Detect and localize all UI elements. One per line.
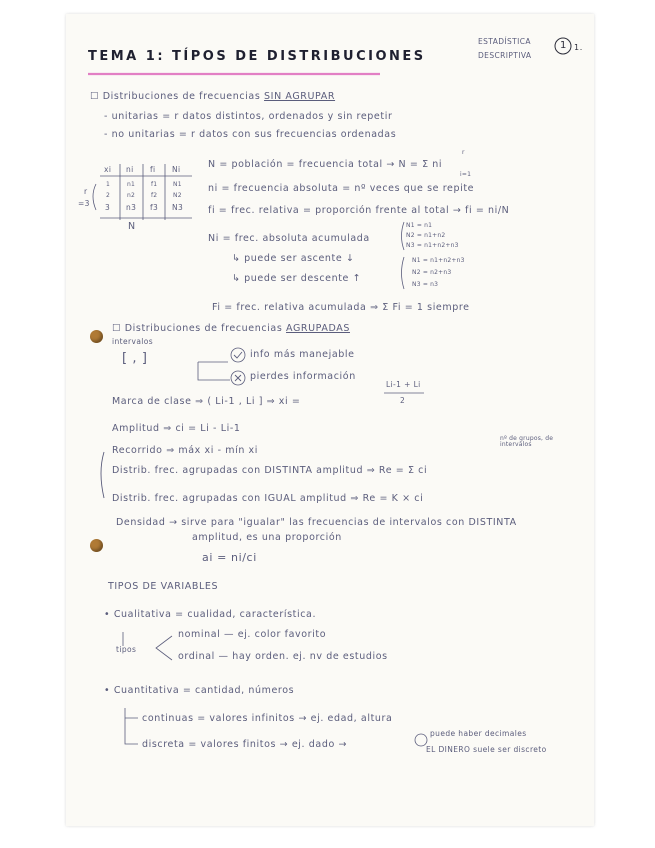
def-Ni: Ni = frec. absoluta acumulada xyxy=(208,233,370,244)
binder-hole-bottom xyxy=(90,539,103,552)
ordinal: ordinal — hay orden. ej. nv de estudios xyxy=(178,651,388,662)
nominal: nominal — ej. color favorito xyxy=(178,629,327,640)
grouped-con: pierdes información xyxy=(250,371,356,382)
cuantitativa-bracket xyxy=(125,708,138,744)
continuas: continuas = valores infinitos → ej. edad, altura xyxy=(142,713,393,724)
pro-con-connector xyxy=(198,362,230,380)
marca-de-clase: Marca de clase ⇒ ( Li-1 , Li ] ⇒ xi = xyxy=(112,396,301,407)
table-row-2-fi: f2 xyxy=(151,192,158,199)
def-ni: ni = frecuencia absoluta = nº veces que se repite xyxy=(208,183,475,194)
table-row-3-xi: 3 xyxy=(105,203,111,212)
subject-line-2: DESCRIPTIVA xyxy=(478,51,532,60)
densidad-line-1: Densidad → sirve para "igualar" las frecuencias de intervalos con DISTINTA xyxy=(116,517,517,528)
asc-stack-1: N1 = n1 xyxy=(406,222,433,229)
page-number: 1 xyxy=(560,40,567,51)
table-brace xyxy=(93,184,96,210)
tipos-bracket xyxy=(156,636,172,660)
sum-limit-top: r xyxy=(462,149,465,156)
table-header-fi: fi xyxy=(150,165,156,174)
binder-hole-top xyxy=(90,330,103,343)
table-side-label: r xyxy=(84,187,88,196)
section-2-heading: ☐ Distribuciones de frecuencias AGRUPADAS xyxy=(112,323,350,334)
check-circle-icon xyxy=(231,348,245,362)
table-header-ni: ni xyxy=(126,165,134,174)
table-header-xi: xi xyxy=(104,165,112,174)
interval-notation: [ , ] xyxy=(122,351,148,366)
def-N: N = población = frecuencia total → N = Σ ni xyxy=(208,159,443,170)
sum-limit-bottom: i=1 xyxy=(460,171,472,178)
desc-brace xyxy=(402,257,405,289)
igual-amplitud: Distrib. frec. agrupadas con IGUAL amplitud ⇒ Re = K × ci xyxy=(112,493,424,504)
range-brace xyxy=(101,452,104,498)
table-header-Ni: Ni xyxy=(172,165,181,174)
section-1-heading: ☐ Distribuciones de frecuencias SIN AGRUPAR xyxy=(90,91,336,102)
table-row-1-Ni: N1 xyxy=(173,181,182,188)
decimal-note-1: puede haber decimales xyxy=(430,729,527,738)
subject-line-1: ESTADÍSTICA xyxy=(478,37,531,46)
unitarias-bullet: - unitarias = r datos distintos, ordenados y sin repetir xyxy=(104,111,393,122)
decimal-note-2: EL DINERO suele ser discreto xyxy=(426,745,547,754)
distinta-amplitud: Distrib. frec. agrupadas con DISTINTA amplitud ⇒ Re = Σ ci xyxy=(112,465,428,476)
cuantitativa: • Cuantitativa = cantidad, números xyxy=(104,685,295,696)
cross-mark-icon xyxy=(235,375,241,381)
desc-stack-3: N3 = n3 xyxy=(412,281,439,288)
table-row-1-fi: f1 xyxy=(151,181,158,188)
tipos-label: tipos xyxy=(116,645,137,654)
table-row-2-ni: n2 xyxy=(127,192,136,199)
page-number-suffix: 1. xyxy=(574,43,583,52)
grouped-pro: info más manejable xyxy=(250,349,355,360)
table-row-1-xi: 1 xyxy=(106,181,111,188)
table-row-3-ni: n3 xyxy=(126,203,137,212)
asc-brace xyxy=(402,222,405,250)
def-fi: fi = frec. relativa = proporción frente al total → fi = ni/N xyxy=(208,205,510,216)
table-total: N xyxy=(128,221,136,232)
densidad-formula: ai = ni/ci xyxy=(202,551,257,564)
table-row-3-fi: f3 xyxy=(150,203,159,212)
marca-denominator: 2 xyxy=(400,396,406,405)
table-row-2-Ni: N2 xyxy=(173,192,182,199)
table-row-1-ni: n1 xyxy=(127,181,136,188)
check-mark-icon xyxy=(234,352,242,358)
marca-numerator: Li-1 + Li xyxy=(386,380,421,389)
note-groups: nº de grupos, de intervalos xyxy=(500,435,554,448)
table-side-value: =3 xyxy=(78,199,90,208)
page-title: TEMA 1: TÍPOS DE DISTRIBUCIONES xyxy=(88,49,426,64)
def-Fi: Fi = frec. relativa acumulada ⇒ Σ Fi = 1 siempre xyxy=(212,302,470,313)
tipos-variables-heading: TIPOS DE VARIABLES xyxy=(108,581,219,592)
recorrido: Recorrido ⇒ máx xi - mín xi xyxy=(112,445,259,456)
def-desc: ↳ puede ser descente ↑ xyxy=(232,273,362,284)
amplitud: Amplitud ⇒ ci = Li - Li-1 xyxy=(112,423,241,434)
desc-stack-2: N2 = n2+n3 xyxy=(412,269,452,276)
def-asc: ↳ puede ser ascente ↓ xyxy=(232,253,355,264)
table-row-3-Ni: N3 xyxy=(172,203,184,212)
densidad-line-2: amplitud, es una proporción xyxy=(192,532,342,543)
intervals-label: intervalos xyxy=(112,337,154,346)
table-row-2-xi: 2 xyxy=(106,192,111,199)
discreta: discreta = valores finitos → ej. dado → xyxy=(142,739,348,750)
cualitativa: • Cualitativa = cualidad, característica. xyxy=(104,609,317,620)
asc-stack-3: N3 = n1+n2+n3 xyxy=(406,242,459,249)
desc-stack-1: N1 = n1+n2+n3 xyxy=(412,257,465,264)
no-unitarias-bullet: - no unitarias = r datos con sus frecuencias ordenadas xyxy=(104,129,397,140)
asc-stack-2: N2 = n1+n2 xyxy=(406,232,446,239)
